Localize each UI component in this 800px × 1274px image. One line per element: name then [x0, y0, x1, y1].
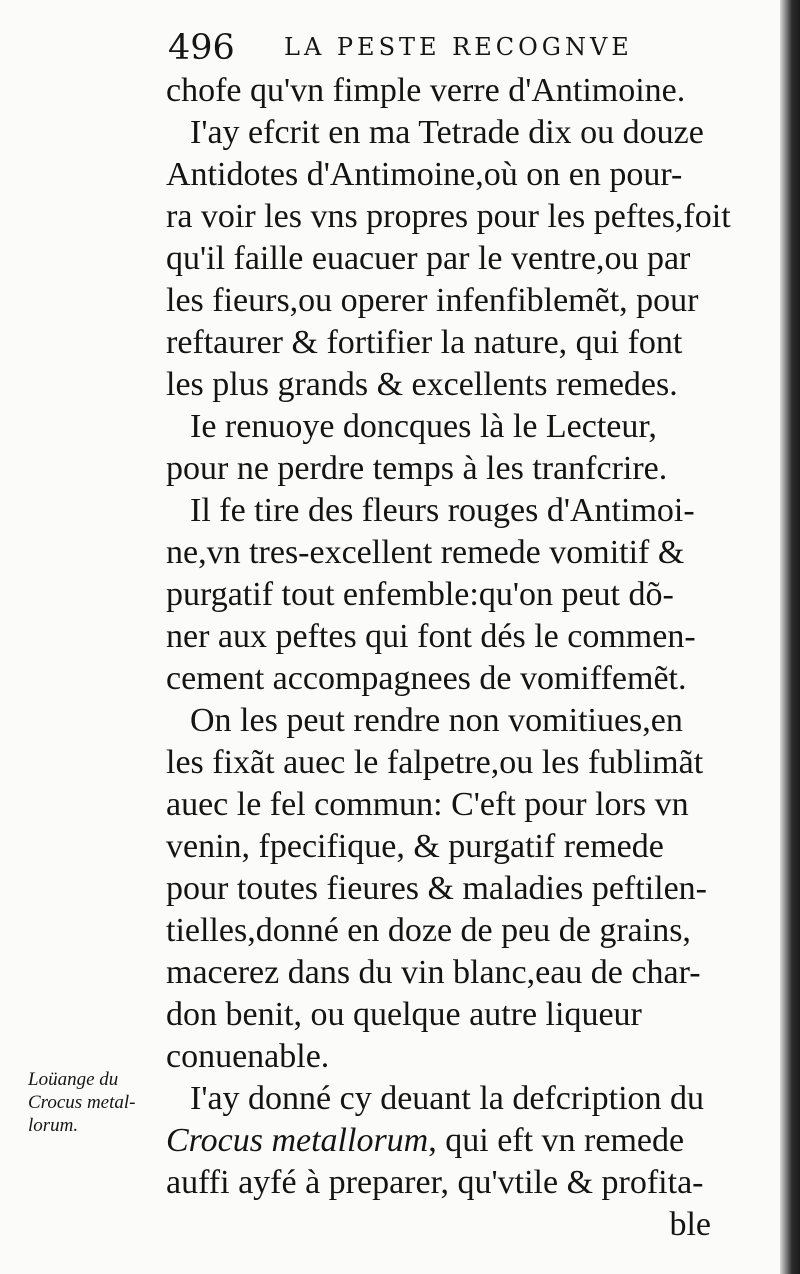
margin-note-line: Crocus metal- — [28, 1092, 136, 1113]
text-line — [166, 532, 711, 574]
text-line-content: tielles,donné en doze de peu de grains, — [166, 912, 691, 949]
text-line — [166, 910, 711, 952]
text-line-content: qu'il faille euacuer par le ventre,ou par — [166, 240, 691, 277]
body-lines — [166, 70, 731, 1078]
text-line-content: cement accompagnees de vomiffemẽt. — [166, 660, 687, 697]
crocus-term: Crocus metallorum — [166, 1122, 429, 1159]
text-line-content: purgatif tout enfemble:qu'on peut dõ- — [166, 576, 674, 613]
running-title: LA PESTE RECOGNVE — [284, 33, 633, 61]
catchword: ble — [669, 1206, 711, 1243]
text-line — [166, 196, 731, 238]
text-line-content: Antidotes d'Antimoine,où on en pour- — [166, 156, 683, 193]
text-line — [166, 700, 711, 742]
text-line — [166, 448, 711, 490]
page-binding-edge — [780, 0, 800, 1274]
margin-note — [28, 1068, 158, 1137]
main-text — [166, 70, 731, 1246]
margin-note-line: Loüange du — [28, 1069, 119, 1090]
text-line — [166, 742, 711, 784]
text-line-content: ra voir les vns propres pour les peftes,foit — [166, 198, 731, 235]
text-line — [166, 280, 711, 322]
text-line-content: ne,vn tres-excellent remede vomitif & — [166, 534, 685, 571]
text-line — [166, 322, 711, 364]
catchword-line — [166, 1204, 711, 1246]
text-line-content: les fixãt auec le falpetre,ou les fublimãt — [166, 744, 704, 781]
text-line-content: les plus grands & excellents remedes. — [166, 366, 678, 403]
text-line-content: don benit, ou quelque autre liqueur — [166, 996, 642, 1033]
text-line — [166, 490, 711, 532]
text-line-content: venin, fpecifique, & purgatif remede — [166, 828, 664, 865]
text-line — [166, 826, 711, 868]
text-line-content: Il fe tire des fleurs rouges d'Antimoi- — [190, 492, 695, 529]
text-line-content: pour ne perdre temps à les tranfcrire. — [166, 450, 668, 487]
text-line — [166, 112, 711, 154]
text-line — [166, 658, 711, 700]
text-line — [166, 616, 711, 658]
text-line-content: conuenable. — [166, 1038, 330, 1075]
text-line-content: auec le fel commun: C'eft pour lors vn — [166, 786, 689, 823]
text-line-content: I'ay efcrit en ma Tetrade dix ou douze — [190, 114, 704, 151]
text-line — [166, 574, 711, 616]
text-line-content: I'ay donné cy deuant la defcription du — [190, 1080, 705, 1117]
text-line — [166, 238, 711, 280]
text-line-content: , qui eft vn remede — [428, 1122, 685, 1159]
text-line-content: pour toutes fieures & maladies peftilen- — [166, 870, 707, 907]
text-line-content: auffi ayfé à preparer, qu'vtile & profita- — [166, 1164, 704, 1201]
text-line-content: les fieurs,ou operer infenfiblemẽt, pour — [166, 282, 699, 319]
text-line — [166, 1078, 711, 1120]
text-line — [166, 406, 711, 448]
margin-note-line: lorum. — [28, 1115, 79, 1136]
text-line — [166, 994, 711, 1036]
text-line-content: Ie renuoye doncques là le Lecteur, — [190, 408, 657, 445]
text-line-content: ner aux peftes qui font dés le commen- — [166, 618, 696, 655]
text-line-content: reftaurer & fortifier la nature, qui font — [166, 324, 683, 361]
text-line — [166, 784, 711, 826]
text-line — [166, 154, 711, 196]
text-line — [166, 70, 711, 112]
text-line — [166, 1120, 711, 1162]
text-line — [166, 364, 711, 406]
text-line-content: On les peut rendre non vomitiues,en — [190, 702, 683, 739]
page-number: 496 — [168, 28, 235, 68]
text-line — [166, 952, 711, 994]
text-line — [166, 1036, 711, 1078]
text-line-content: macerez dans du vin blanc,eau de char- — [166, 954, 701, 991]
text-line-content: chofe qu'vn fimple verre d'Antimoine. — [166, 72, 686, 109]
text-line — [166, 1162, 711, 1204]
text-line — [166, 868, 711, 910]
